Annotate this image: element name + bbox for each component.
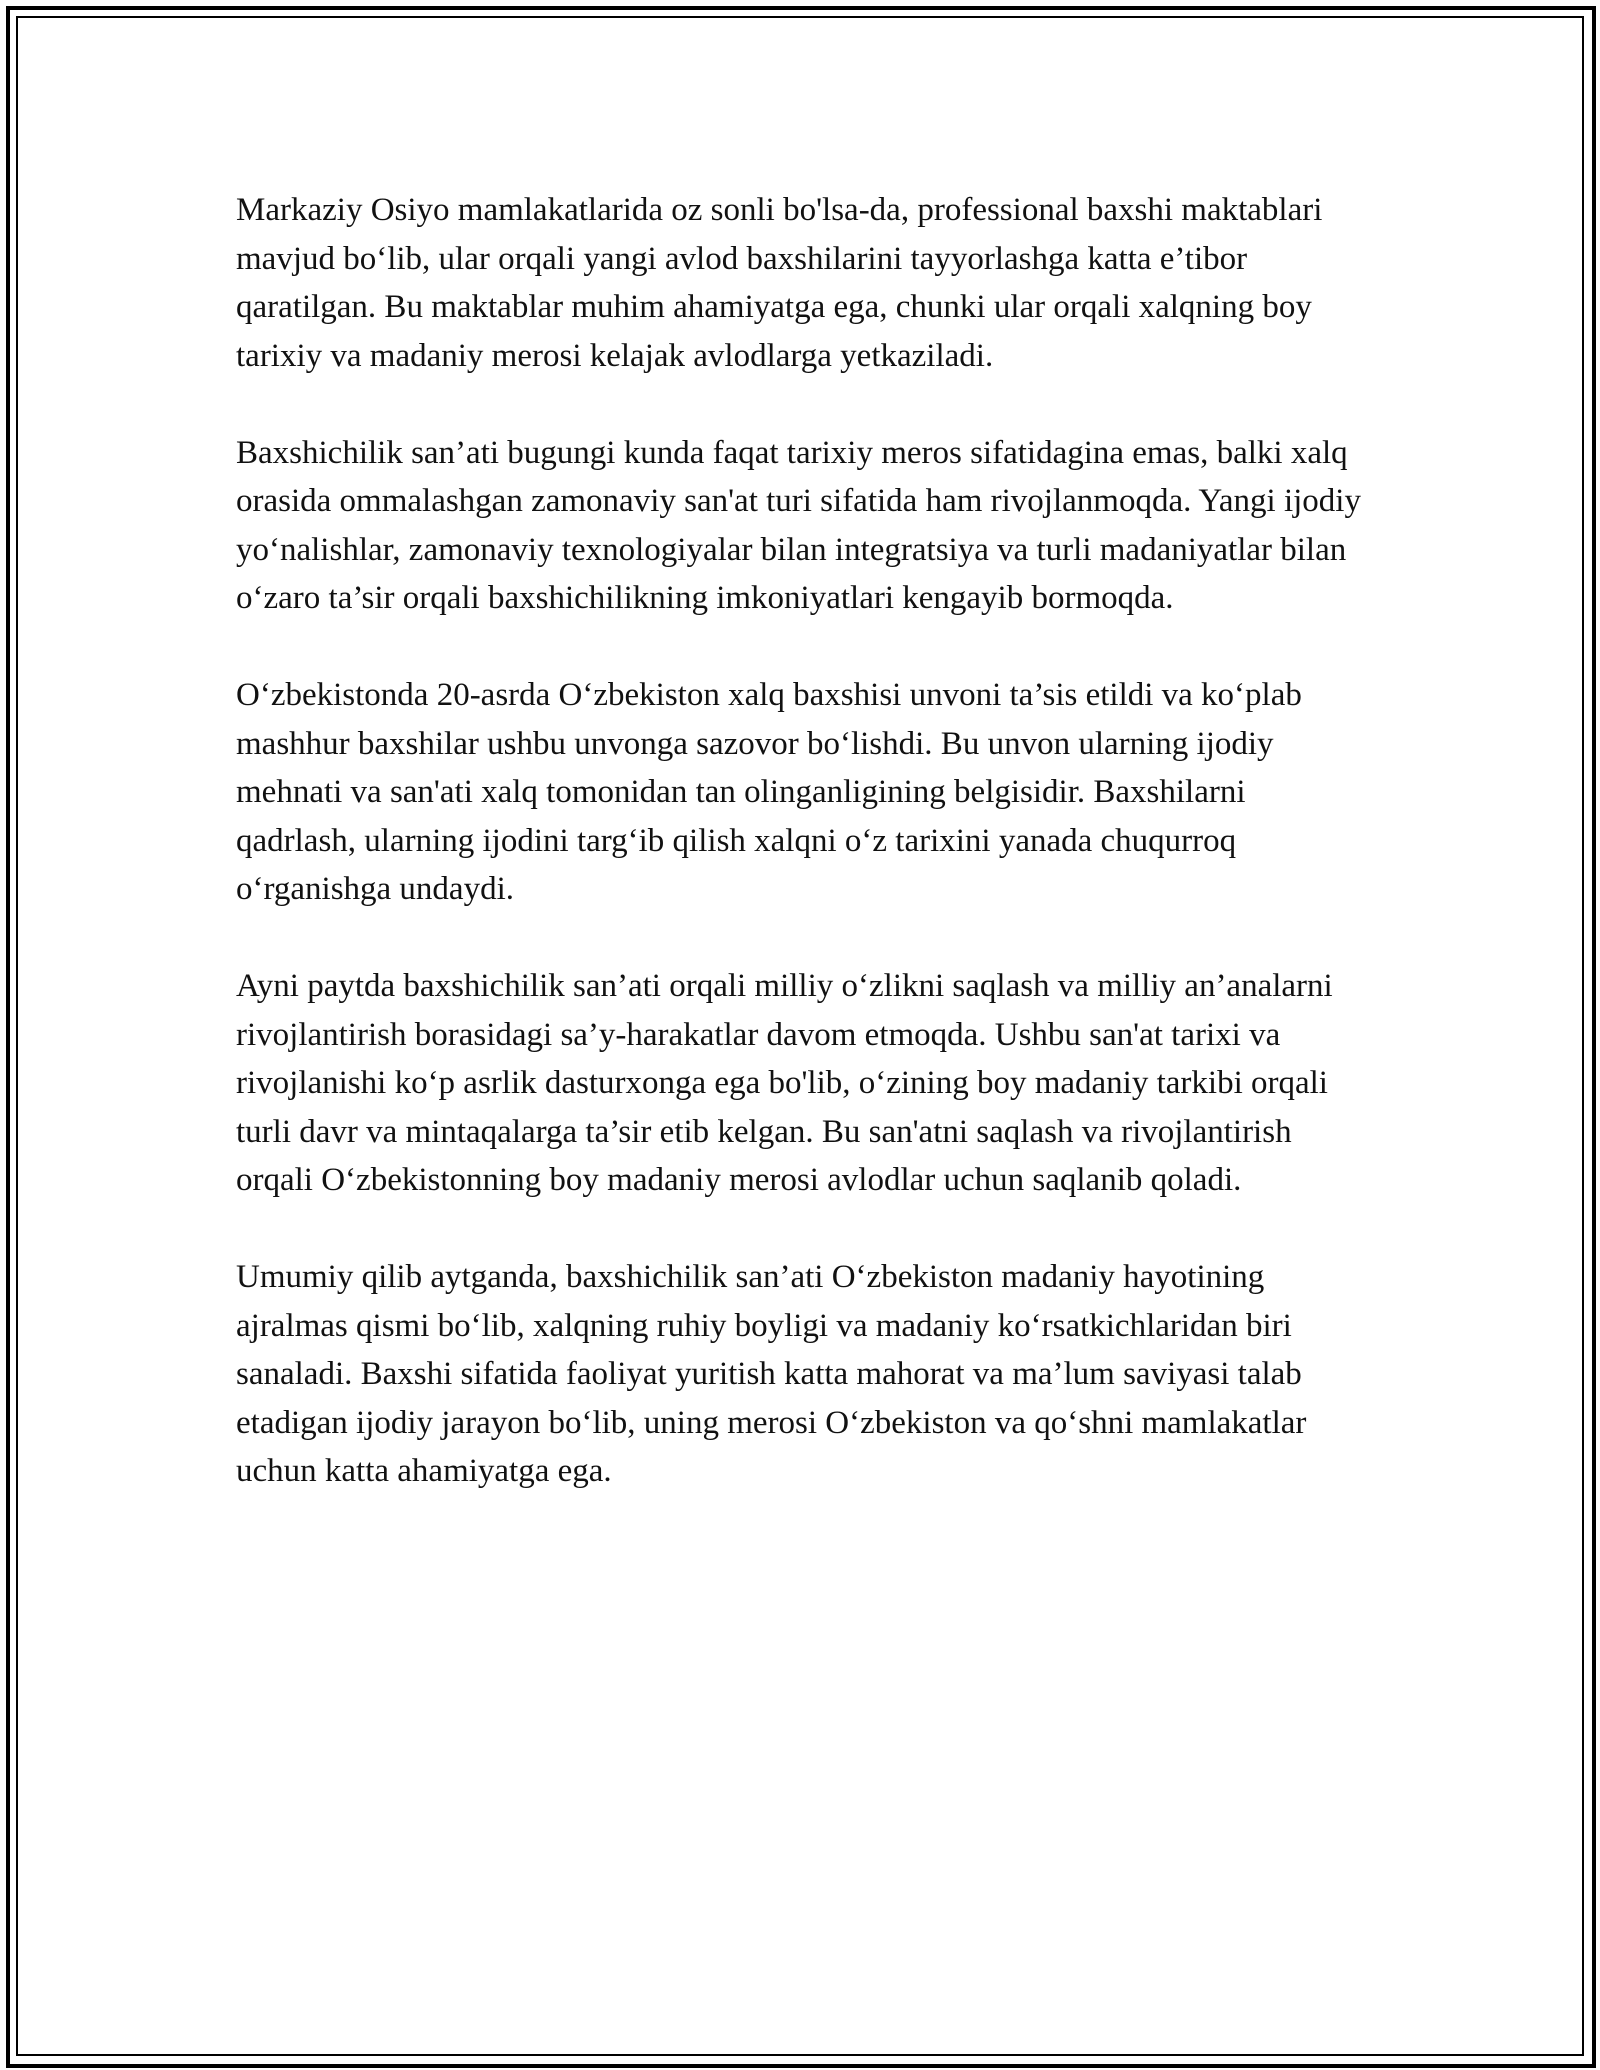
document-body — [236, 186, 1366, 1544]
paragraph-3: O‘zbekistonda 20-asrda O‘zbekiston xalq baxshisi unvoni ta’sis etildi va ko‘plab mashhur baxshilar ushbu unvonga sazovor bo‘lishdi. Bu unvon ularning ijodiy mehnati va san'ati xalq tomonidan tan olinganligining belgisidir. Baxshilarni qadrlash, ularning ijodini targ‘ib qilish xalqni o‘z tarixini yanada chuqurroq o‘rganishga undaydi. — [236, 677, 1302, 907]
paragraph-1: Markaziy Osiyo mamlakatlarida oz sonli bo'lsa-da, professional baxshi maktablari mavjud bo‘lib, ular orqali yangi avlod baxshilarini tayyorlashga katta e’tibor qaratilgan. Bu maktablar muhim ahamiyatga ega, chunki ular orqali xalqning boy tarixiy va madaniy merosi kelajak avlodlarga yetkaziladi. — [236, 192, 1323, 374]
paragraph-2: Baxshichilik san’ati bugungi kunda faqat tarixiy meros sifatidagina emas, balki xalq orasida ommalashgan zamonaviy san'at turi sifatida ham rivojlanmoqda. Yangi ijodiy yo‘nalishlar, zamonaviy texnologiyalar bilan integratsiya va turli madaniyatlar bilan o‘zaro ta’sir orqali baxshichilikning imkoniyatlari kengayib bormoqda. — [236, 434, 1361, 616]
paragraph-5: Umumiy qilib aytganda, baxshichilik san’ati O‘zbekiston madaniy hayotining ajralmas qismi bo‘lib, xalqning ruhiy boyligi va madaniy ko‘rsatkichlaridan biri sanaladi. Baxshi sifatida faoliyat yuritish katta mahorat va ma’lum saviyasi talab etadigan ijodiy jarayon bo‘lib, uning merosi O‘zbekiston va qo‘shni mamlakatlar uchun katta ahamiyatga ega. — [236, 1259, 1307, 1489]
paragraph-4: Ayni paytda baxshichilik san’ati orqali milliy o‘zlikni saqlash va milliy an’analarni rivojlantirish borasidagi sa’y-harakatlar davom etmoqda. Ushbu san'at tarixi va rivojlanishi ko‘p asrlik dasturxonga ega bo'lib, o‘zining boy madaniy tarkibi orqali turli davr va mintaqalarga ta’sir etib kelgan. Bu san'atni saqlash va rivojlantirish orqali O‘zbekistonning boy madaniy merosi avlodlar uchun saqlanib qoladi. — [236, 968, 1333, 1198]
